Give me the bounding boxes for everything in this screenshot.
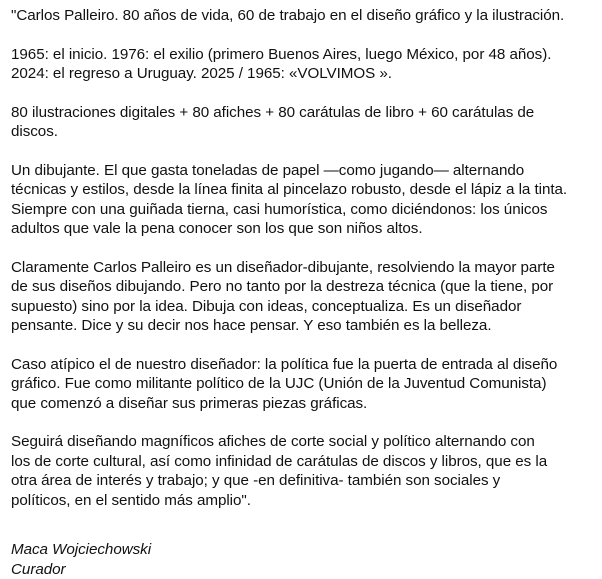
text-line: Siempre con una guiñada tierna, casi humorística, como diciéndonos: los únicos xyxy=(11,200,595,220)
text-line: discos. xyxy=(11,122,595,142)
curator-signature xyxy=(11,540,595,579)
curator-name: Maca Wojciechowski xyxy=(11,540,595,560)
text-line: técnicas y estilos, desde la línea finita al pincelazo robusto, desde el lápiz a la tinta. xyxy=(11,180,595,200)
text-line: supuesto) sino por la idea. Dibuja con ideas, conceptualiza. Es un diseñador xyxy=(11,297,595,317)
text-line: Seguirá diseñando magníficos afiches de corte social y político alternando con xyxy=(11,432,595,452)
illustrator-paragraph xyxy=(11,161,595,239)
closing-paragraph xyxy=(11,432,595,510)
text-line: los de corte cultural, así como infinidad de carátulas de discos y libros, que es la xyxy=(11,452,595,472)
text-line: que comenzó a diseñar sus primeras piezas gráficas. xyxy=(11,394,595,414)
text-line: Un dibujante. El que gasta toneladas de papel —como jugando— alternando xyxy=(11,161,595,181)
text-line: "Carlos Palleiro. 80 años de vida, 60 de trabajo en el diseño gráfico y la ilustración. xyxy=(11,6,595,26)
text-line: 2024: el regreso a Uruguay. 2025 / 1965: «VOLVIMOS ». xyxy=(11,64,595,84)
timeline-paragraph xyxy=(11,45,595,84)
text-line: 1965: el inicio. 1976: el exilio (primero Buenos Aires, luego México, por 48 años). xyxy=(11,45,595,65)
intro-paragraph xyxy=(11,6,595,26)
text-line: Caso atípico el de nuestro diseñador: la política fue la puerta de entrada al diseño xyxy=(11,355,595,375)
text-line: Claramente Carlos Palleiro es un diseñador-dibujante, resolviendo la mayor parte xyxy=(11,258,595,278)
text-line: pensante. Dice y su decir nos hace pensar. Y eso también es la belleza. xyxy=(11,316,595,336)
text-line: gráfico. Fue como militante político de la UJC (Unión de la Juventud Comunista) xyxy=(11,374,595,394)
works-count-paragraph xyxy=(11,103,595,142)
text-line: otra área de interés y trabajo; y que -en definitiva- también son sociales y xyxy=(11,471,595,491)
politics-paragraph xyxy=(11,355,595,414)
text-line: 80 ilustraciones digitales + 80 afiches + 80 carátulas de libro + 60 carátulas de xyxy=(11,103,595,123)
text-line: de sus diseños dibujando. Pero no tanto por la destreza técnica (que la tiene, por xyxy=(11,277,595,297)
curator-role: Curador xyxy=(11,560,595,579)
curatorial-text xyxy=(11,6,595,579)
text-line: políticos, en el sentido más amplio". xyxy=(11,491,595,511)
designer-paragraph xyxy=(11,258,595,336)
text-line: adultos que vale la pena conocer son los que son niños altos. xyxy=(11,219,595,239)
